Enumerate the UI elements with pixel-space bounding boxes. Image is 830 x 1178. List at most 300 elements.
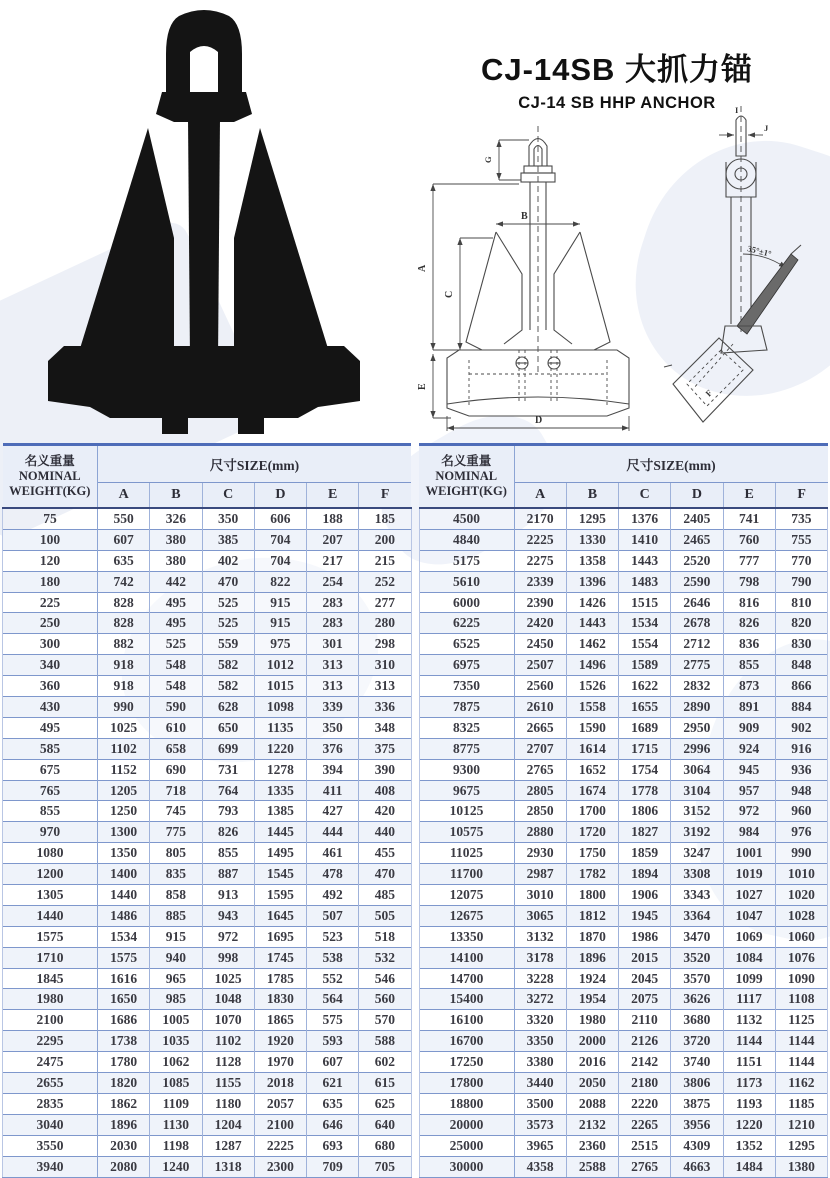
table-row (419, 738, 828, 759)
size-cell: 699 (202, 738, 254, 759)
size-cell: 1820 (98, 1073, 150, 1094)
front-view-drawing (403, 122, 668, 440)
table-row (3, 1052, 412, 1073)
table-row (419, 634, 828, 655)
weight-cell: 9675 (419, 780, 514, 801)
size-cell: 887 (202, 864, 254, 885)
size-cell: 3570 (671, 968, 723, 989)
weight-header-en2: WEIGHT(KG) (425, 484, 507, 498)
size-cell: 280 (359, 613, 411, 634)
size-cell: 2220 (619, 1093, 671, 1114)
size-cell: 2088 (566, 1093, 618, 1114)
weight-cell: 20000 (419, 1114, 514, 1135)
size-cell: 2450 (514, 634, 566, 655)
size-cell: 420 (359, 801, 411, 822)
weight-cell: 12075 (419, 885, 514, 906)
size-cell: 777 (723, 550, 775, 571)
table-row (419, 1010, 828, 1031)
size-cell: 2075 (619, 989, 671, 1010)
column-header-b: B (150, 483, 202, 509)
size-cell: 826 (723, 613, 775, 634)
weight-cell: 11700 (419, 864, 514, 885)
column-header-e: E (723, 483, 775, 509)
table-row (419, 885, 828, 906)
weight-cell: 14700 (419, 968, 514, 989)
size-cell: 1012 (254, 655, 306, 676)
weight-cell: 16100 (419, 1010, 514, 1031)
size-cell: 909 (723, 717, 775, 738)
size-cell: 3364 (671, 905, 723, 926)
size-cell: 1048 (202, 989, 254, 1010)
size-cell: 1870 (566, 926, 618, 947)
size-cell: 742 (98, 571, 150, 592)
size-cell: 798 (723, 571, 775, 592)
size-cell: 1558 (566, 697, 618, 718)
size-cell: 411 (307, 780, 359, 801)
size-cell: 2170 (514, 508, 566, 529)
weight-cell: 225 (3, 592, 98, 613)
weight-cell: 1845 (3, 968, 98, 989)
table-row (3, 592, 412, 613)
size-cell: 2712 (671, 634, 723, 655)
size-cell: 2590 (671, 571, 723, 592)
size-cell: 1865 (254, 1010, 306, 1031)
size-cell: 455 (359, 843, 411, 864)
table-row (3, 1135, 412, 1156)
size-cell: 1812 (566, 905, 618, 926)
size-cell: 1144 (723, 1031, 775, 1052)
table-row (3, 885, 412, 906)
size-cell: 1689 (619, 717, 671, 738)
page-subtitle: CJ-14 SB HHP ANCHOR (518, 94, 716, 112)
size-cell: 350 (307, 717, 359, 738)
size-cell: 1132 (723, 1010, 775, 1031)
size-cell: 1896 (98, 1114, 150, 1135)
table-row (419, 947, 828, 968)
weight-cell: 2475 (3, 1052, 98, 1073)
size-cell: 1745 (254, 947, 306, 968)
size-cell: 492 (307, 885, 359, 906)
size-cell: 1486 (98, 905, 150, 926)
size-cell: 1005 (150, 1010, 202, 1031)
weight-cell: 5175 (419, 550, 514, 571)
weight-cell: 6975 (419, 655, 514, 676)
size-cell: 3500 (514, 1093, 566, 1114)
size-cell: 593 (307, 1031, 359, 1052)
weight-cell: 1710 (3, 947, 98, 968)
weight-cell: 675 (3, 759, 98, 780)
weight-cell: 8325 (419, 717, 514, 738)
size-cell: 1622 (619, 676, 671, 697)
size-cell: 1205 (98, 780, 150, 801)
size-cell: 1162 (775, 1073, 827, 1094)
size-cell: 2300 (254, 1156, 306, 1177)
size-cell: 525 (150, 634, 202, 655)
size-cell: 2180 (619, 1073, 671, 1094)
right-spec-table (419, 443, 829, 1178)
size-cell: 1785 (254, 968, 306, 989)
weight-cell: 4840 (419, 529, 514, 550)
table-row (3, 634, 412, 655)
size-cell: 442 (150, 571, 202, 592)
size-cell: 1102 (98, 738, 150, 759)
size-cell: 1655 (619, 697, 671, 718)
size-cell: 2465 (671, 529, 723, 550)
size-cell: 1720 (566, 822, 618, 843)
size-cell: 990 (775, 843, 827, 864)
size-cell: 1650 (98, 989, 150, 1010)
size-cell: 394 (307, 759, 359, 780)
size-cell: 2678 (671, 613, 723, 634)
size-cell: 835 (150, 864, 202, 885)
dim-label-a: A (417, 264, 428, 272)
size-cell: 745 (150, 801, 202, 822)
weight-cell: 1080 (3, 843, 98, 864)
weight-header-zh: 名义重量 (441, 454, 492, 468)
table-row (3, 759, 412, 780)
weight-cell: 13350 (419, 926, 514, 947)
size-cell: 1954 (566, 989, 618, 1010)
size-cell: 1010 (775, 864, 827, 885)
size-cell: 855 (202, 843, 254, 864)
size-cell: 1616 (98, 968, 150, 989)
size-cell: 1350 (98, 843, 150, 864)
size-cell: 2018 (254, 1073, 306, 1094)
size-cell: 945 (723, 759, 775, 780)
size-cell: 650 (202, 717, 254, 738)
size-cell: 427 (307, 801, 359, 822)
size-cell: 830 (775, 634, 827, 655)
size-cell: 1894 (619, 864, 671, 885)
weight-cell: 855 (3, 801, 98, 822)
size-cell: 525 (202, 592, 254, 613)
size-cell: 518 (359, 926, 411, 947)
size-cell: 704 (254, 529, 306, 550)
size-cell: 588 (359, 1031, 411, 1052)
size-cell: 936 (775, 759, 827, 780)
size-cell: 1590 (566, 717, 618, 738)
size-cell: 2100 (254, 1114, 306, 1135)
weight-cell: 14100 (419, 947, 514, 968)
weight-cell: 1200 (3, 864, 98, 885)
size-cell: 1400 (98, 864, 150, 885)
size-cell: 495 (150, 592, 202, 613)
size-cell: 990 (98, 697, 150, 718)
size-cell: 805 (150, 843, 202, 864)
weight-cell: 430 (3, 697, 98, 718)
size-cell: 731 (202, 759, 254, 780)
table-row (419, 905, 828, 926)
size-cell: 1250 (98, 801, 150, 822)
size-cell: 606 (254, 508, 306, 529)
size-cell: 948 (775, 780, 827, 801)
size-cell: 1173 (723, 1073, 775, 1094)
dim-label-g: G (483, 156, 493, 163)
table-row (3, 738, 412, 759)
table-row (419, 968, 828, 989)
size-cell: 2050 (566, 1073, 618, 1094)
size-cell: 1295 (566, 508, 618, 529)
column-header-c: C (619, 483, 671, 509)
weight-cell: 17250 (419, 1052, 514, 1073)
size-cell: 1595 (254, 885, 306, 906)
size-cell: 3573 (514, 1114, 566, 1135)
weight-cell: 25000 (419, 1135, 514, 1156)
size-cell: 741 (723, 508, 775, 529)
size-cell: 348 (359, 717, 411, 738)
anchor-photo (12, 10, 397, 440)
table-row (3, 780, 412, 801)
size-cell: 3247 (671, 843, 723, 864)
size-cell: 470 (359, 864, 411, 885)
size-cell: 680 (359, 1135, 411, 1156)
left-spec-table (2, 443, 412, 1178)
size-cell: 3965 (514, 1135, 566, 1156)
weight-cell: 15400 (419, 989, 514, 1010)
size-cell: 2420 (514, 613, 566, 634)
size-cell: 2507 (514, 655, 566, 676)
size-cell: 1180 (202, 1093, 254, 1114)
table-row (419, 550, 828, 571)
size-cell: 2016 (566, 1052, 618, 1073)
size-cell: 1102 (202, 1031, 254, 1052)
table-row (3, 968, 412, 989)
size-cell: 1920 (254, 1031, 306, 1052)
table-row (419, 801, 828, 822)
weight-cell: 16700 (419, 1031, 514, 1052)
spec-tables-section (0, 443, 830, 1178)
size-cell: 915 (254, 613, 306, 634)
table-row (3, 926, 412, 947)
size-cell: 461 (307, 843, 359, 864)
dim-label-b: B (521, 211, 528, 222)
table-row (3, 613, 412, 634)
size-cell: 998 (202, 947, 254, 968)
size-cell: 646 (307, 1114, 359, 1135)
size-cell: 1443 (619, 550, 671, 571)
size-cell: 277 (359, 592, 411, 613)
table-row (3, 550, 412, 571)
size-cell: 1076 (775, 947, 827, 968)
size-cell: 3065 (514, 905, 566, 926)
size-cell: 975 (254, 634, 306, 655)
size-cell: 548 (150, 676, 202, 697)
size-cell: 2265 (619, 1114, 671, 1135)
size-cell: 559 (202, 634, 254, 655)
table-row (3, 697, 412, 718)
table-row (419, 613, 828, 634)
table-row (3, 843, 412, 864)
size-cell: 2225 (514, 529, 566, 550)
size-cell: 764 (202, 780, 254, 801)
size-cell: 826 (202, 822, 254, 843)
size-cell: 735 (775, 508, 827, 529)
size-cell: 628 (202, 697, 254, 718)
size-cell: 873 (723, 676, 775, 697)
size-cell: 1515 (619, 592, 671, 613)
size-cell: 1193 (723, 1093, 775, 1114)
size-cell: 1144 (775, 1031, 827, 1052)
size-cell: 1674 (566, 780, 618, 801)
size-cell: 2225 (254, 1135, 306, 1156)
size-cell: 940 (150, 947, 202, 968)
size-cell: 215 (359, 550, 411, 571)
table-row (419, 843, 828, 864)
size-cell: 1906 (619, 885, 671, 906)
size-cell: 1128 (202, 1052, 254, 1073)
size-cell: 2520 (671, 550, 723, 571)
size-cell: 402 (202, 550, 254, 571)
size-cell: 3440 (514, 1073, 566, 1094)
table-row (419, 989, 828, 1010)
size-cell: 755 (775, 529, 827, 550)
size-cell: 525 (202, 613, 254, 634)
size-cell: 550 (98, 508, 150, 529)
size-cell: 828 (98, 592, 150, 613)
size-cell: 3320 (514, 1010, 566, 1031)
size-cell: 254 (307, 571, 359, 592)
size-cell: 283 (307, 592, 359, 613)
size-cell: 1210 (775, 1114, 827, 1135)
size-cell: 2405 (671, 508, 723, 529)
weight-cell: 9300 (419, 759, 514, 780)
size-cell: 1070 (202, 1010, 254, 1031)
size-cell: 2000 (566, 1031, 618, 1052)
size-cell: 1335 (254, 780, 306, 801)
size-cell: 793 (202, 801, 254, 822)
size-cell: 408 (359, 780, 411, 801)
size-cell: 855 (723, 655, 775, 676)
table-row (419, 1135, 828, 1156)
size-cell: 965 (150, 968, 202, 989)
size-cell: 548 (150, 655, 202, 676)
size-cell: 984 (723, 822, 775, 843)
table-row (3, 801, 412, 822)
table-row (3, 947, 412, 968)
size-cell: 2126 (619, 1031, 671, 1052)
size-cell: 1652 (566, 759, 618, 780)
size-cell: 1027 (723, 885, 775, 906)
size-cell: 1098 (254, 697, 306, 718)
size-cell: 4358 (514, 1156, 566, 1177)
size-cell: 976 (775, 822, 827, 843)
size-cell: 380 (150, 529, 202, 550)
size-cell: 252 (359, 571, 411, 592)
size-cell: 1062 (150, 1052, 202, 1073)
column-header-d: D (254, 483, 306, 509)
size-cell: 313 (307, 676, 359, 697)
weight-cell: 75 (3, 508, 98, 529)
weight-cell: 100 (3, 529, 98, 550)
size-cell: 1970 (254, 1052, 306, 1073)
size-cell: 1287 (202, 1135, 254, 1156)
size-cell: 972 (723, 801, 775, 822)
size-cell: 3178 (514, 947, 566, 968)
size-cell: 1109 (150, 1093, 202, 1114)
dim-label-f: F (703, 387, 715, 399)
size-cell: 1396 (566, 571, 618, 592)
size-cell: 1830 (254, 989, 306, 1010)
weight-cell: 5610 (419, 571, 514, 592)
size-cell: 916 (775, 738, 827, 759)
size-cell: 1800 (566, 885, 618, 906)
weight-cell: 4500 (419, 508, 514, 529)
size-cell: 2515 (619, 1135, 671, 1156)
size-cell: 1545 (254, 864, 306, 885)
size-cell: 376 (307, 738, 359, 759)
size-cell: 2045 (619, 968, 671, 989)
size-cell: 538 (307, 947, 359, 968)
size-cell: 693 (307, 1135, 359, 1156)
size-cell: 3875 (671, 1093, 723, 1114)
size-cell: 2610 (514, 697, 566, 718)
size-cell: 1220 (254, 738, 306, 759)
size-cell: 4309 (671, 1135, 723, 1156)
dim-label-d: D (535, 415, 543, 426)
size-cell: 2987 (514, 864, 566, 885)
weight-header-en1: NOMINAL (435, 469, 498, 483)
column-header-d: D (671, 483, 723, 509)
size-cell: 1614 (566, 738, 618, 759)
size-cell: 1827 (619, 822, 671, 843)
size-cell: 1108 (775, 989, 827, 1010)
size-cell: 1700 (566, 801, 618, 822)
table-row (3, 1010, 412, 1031)
size-cell: 1426 (566, 592, 618, 613)
size-cell: 1645 (254, 905, 306, 926)
size-cell: 915 (254, 592, 306, 613)
table-row (419, 529, 828, 550)
size-cell: 185 (359, 508, 411, 529)
size-cell: 440 (359, 822, 411, 843)
size-cell: 1125 (775, 1010, 827, 1031)
table-row (3, 864, 412, 885)
table-row (419, 717, 828, 738)
table-row (3, 989, 412, 1010)
size-cell: 915 (150, 926, 202, 947)
size-cell: 301 (307, 634, 359, 655)
weight-cell: 1980 (3, 989, 98, 1010)
size-cell: 848 (775, 655, 827, 676)
size-cell: 625 (359, 1093, 411, 1114)
size-cell: 1385 (254, 801, 306, 822)
size-cell: 552 (307, 968, 359, 989)
weight-header-en1: NOMINAL (18, 469, 81, 483)
size-cell: 495 (150, 613, 202, 634)
weight-cell: 17800 (419, 1073, 514, 1094)
size-cell: 385 (202, 529, 254, 550)
size-cell: 822 (254, 571, 306, 592)
size-cell: 326 (150, 508, 202, 529)
weight-cell: 6525 (419, 634, 514, 655)
size-cell: 1980 (566, 1010, 618, 1031)
size-cell: 2765 (514, 759, 566, 780)
size-cell: 913 (202, 885, 254, 906)
size-cell: 705 (359, 1156, 411, 1177)
table-row (3, 1156, 412, 1177)
table-row (419, 1156, 828, 1177)
weight-cell: 2100 (3, 1010, 98, 1031)
size-cell: 1695 (254, 926, 306, 947)
size-cell: 1750 (566, 843, 618, 864)
weight-cell: 2295 (3, 1031, 98, 1052)
table-row (3, 1073, 412, 1094)
size-cell: 1924 (566, 968, 618, 989)
size-cell: 590 (150, 697, 202, 718)
table-row (419, 822, 828, 843)
table-row (3, 1031, 412, 1052)
size-cell: 217 (307, 550, 359, 571)
